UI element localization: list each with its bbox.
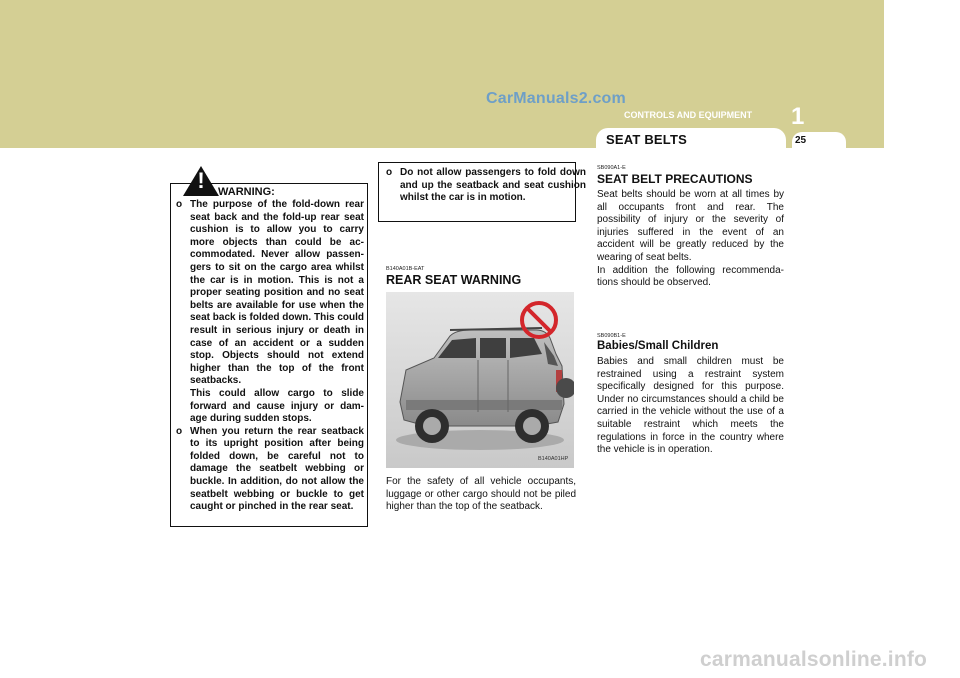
precautions-text: Seat belts should be worn at all times by all occupants front and rear. The possibility of injury or the severity of injuries suffered in the event of an accident will be greatly reduced by the wearing of seat belts. xyxy=(597,189,784,263)
children-heading: Babies/Small Children xyxy=(597,340,719,352)
watermark-link[interactable]: CarManuals2.com xyxy=(486,90,626,107)
rear-seat-heading: REAR SEAT WARNING xyxy=(386,273,522,287)
warning-item-extra: This could allow cargo to slide forward and cause injury or dam-age during sudden stops. xyxy=(190,387,364,425)
bullet: o xyxy=(386,167,393,178)
exclamation-icon: ! xyxy=(197,168,205,193)
suv-rear-illustration xyxy=(386,292,574,468)
precautions-heading: SEAT BELT PRECAUTIONS xyxy=(597,172,753,186)
page-number-tab xyxy=(792,132,846,149)
image-code: B140A01HP xyxy=(538,456,569,462)
children-body: Babies and small children must be restrained using a restraint system specifically designed for this purpose. Under no circumstances should a child be carried in the vehicle without the use of a suitable restraint which meets the regulations in force in the country where the vehicle is in operation. xyxy=(597,356,784,456)
note-item xyxy=(386,167,586,205)
footer-watermark: carmanualsonline.info xyxy=(700,648,928,671)
page-number: 25 xyxy=(795,135,807,146)
children-code: SB090B1-E xyxy=(597,333,626,339)
precautions-code: SB090A1-E xyxy=(597,165,626,171)
bullet: o xyxy=(176,199,183,210)
chapter-number: 1 xyxy=(791,103,805,130)
warning-title: WARNING: xyxy=(218,186,275,198)
precautions-body xyxy=(597,189,784,290)
note-text: Do not allow passengers to fold down and up the seatback and seat cushion whilst the car is in motion. xyxy=(400,167,586,204)
header-band xyxy=(0,0,884,148)
tab-seat-belts xyxy=(596,128,786,149)
rear-seat-code: B140A01B-EAT xyxy=(386,266,425,272)
bullet: o xyxy=(176,425,183,437)
tab-seat-belts-label: SEAT BELTS xyxy=(606,132,687,147)
rear-seat-body: For the safety of all vehicle occupants, luggage or other cargo should not be piled higher than the top of the seatback. xyxy=(386,476,576,513)
warning-item-text: When you return the rear seatback to its upright position after being folded down, be careful not to damage the seatbelt webbing or buckle. In addition, do not allow the seatbelt webbing or buckle to get caught or pinched in the rear seat. xyxy=(190,425,364,513)
prohibition-icon xyxy=(519,300,559,340)
precautions-text-2: In addition the following recommenda-tions should be observed. xyxy=(597,264,784,289)
warning-item-text: The purpose of the fold-down rear seat back and the fold-up rear seat cushion is to allow you to carry more objects than could be ac-commodated. Never allow passen-gers to sit on the cargo area whilst the car is in motion. This is not a proper seating position and no seat belts are available for use when the seat back is folded down. This could result in serious injury or death in case of an accident or a sudden stop. Objects should not extend higher than the top of the front seatbacks. xyxy=(190,199,364,387)
section-title: CONTROLS AND EQUIPMENT xyxy=(624,110,753,120)
warning-item xyxy=(176,426,364,514)
warning-item xyxy=(176,199,364,426)
warning-list xyxy=(176,199,364,514)
